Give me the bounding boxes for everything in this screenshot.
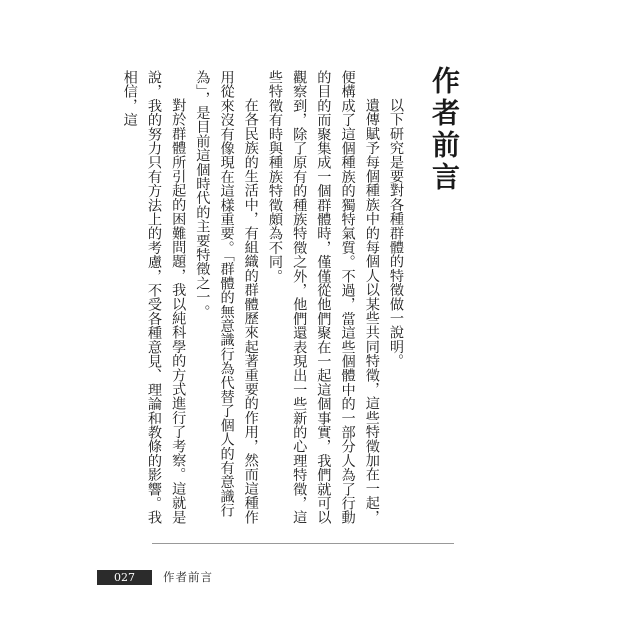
body-text	[121, 70, 408, 532]
running-title: 作者前言	[163, 570, 213, 584]
paragraph: 在各民族的生活中，有組織的群體歷來起著重要的作用，然而這種作用從來沒有像現在這樣重要。「群體的無意識行為代替了個人的有意識行為」，是目前這個時代的主要特徵之一。	[194, 70, 259, 525]
paragraph: 遺傳賦予每個種族中的每個人以某些共同特徵，這些特徵加在一起，便構成了這個種族的獨特氣質。不過，當這些個體中的一部分人為了行動的目的而聚集成一個群體時，僅僅從他們聚在一起這個事實，我們就可以觀察到，除了原有的種族特徵之外，他們還表現出一些新的心理特徵，這些特徵有時與種族特徵頗為不同。	[266, 70, 380, 525]
paragraph: 對於群體所引起的困難問題，我以純科學的方式進行了考察。這就是說，我的努力只有方法上的考慮，不受各種意見、理論和教條的影響。我相信，這	[121, 70, 187, 525]
paragraph: 以下研究是要對各種群體的特徵做一說明。	[388, 98, 404, 369]
footer-divider	[152, 543, 454, 544]
page-number: 027	[97, 570, 152, 585]
chapter-title: 作者前言	[428, 66, 461, 194]
